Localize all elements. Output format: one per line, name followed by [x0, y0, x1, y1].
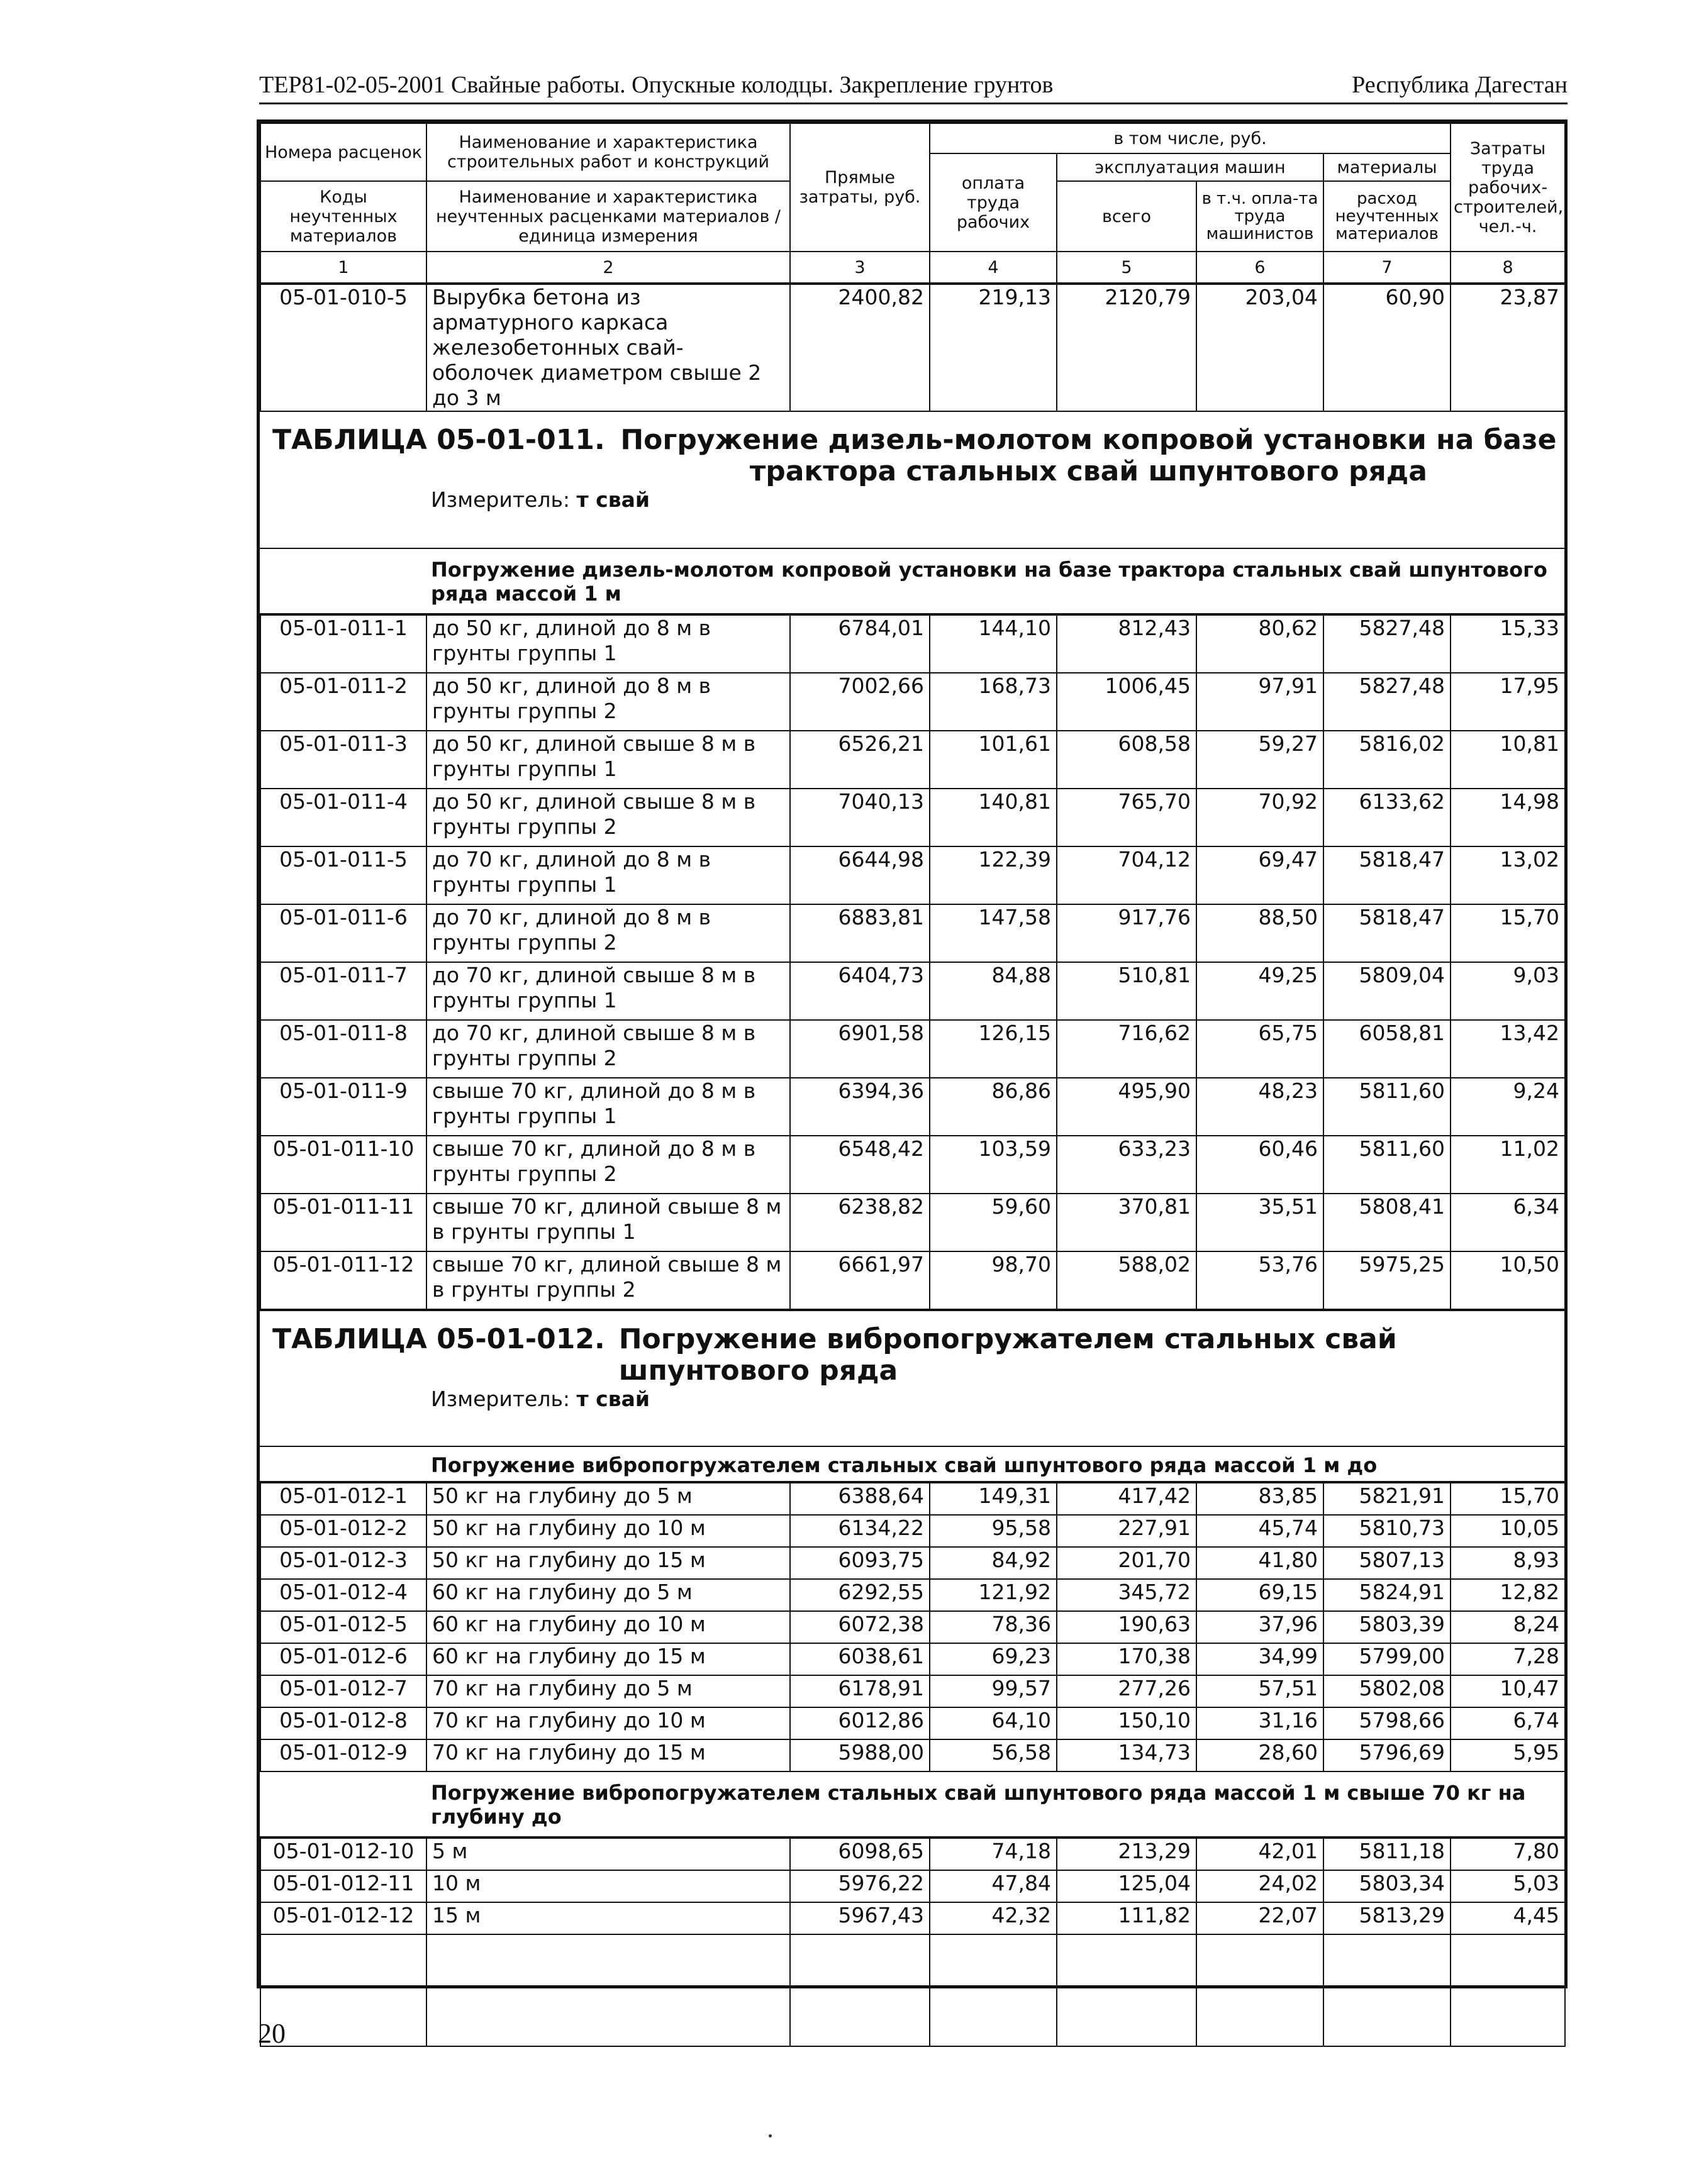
direct-cost: 7040,13 — [790, 789, 930, 846]
col-name: Наименование и характеристика строительных работ и конструкций — [426, 123, 790, 181]
machines-cost: 2120,79 — [1057, 284, 1196, 411]
machinist-wages: 48,23 — [1196, 1078, 1323, 1136]
col-number: 8 — [1451, 252, 1565, 283]
direct-cost: 6238,82 — [790, 1194, 930, 1251]
materials-cost: 5821,91 — [1323, 1483, 1451, 1515]
machines-cost: 704,12 — [1057, 846, 1196, 904]
direct-cost: 6548,42 — [790, 1136, 930, 1194]
rate-description: до 50 кг, длиной свыше 8 м в грунты группы 1 — [426, 731, 790, 789]
rate-code: 05-01-011-11 — [260, 1194, 426, 1251]
materials-cost: 5813,29 — [1323, 1902, 1451, 1934]
rate-code: 05-01-011-2 — [260, 673, 426, 731]
rate-description: 60 кг на глубину до 15 м — [426, 1643, 790, 1675]
machinist-wages: 41,80 — [1196, 1547, 1323, 1579]
unit-value: т свай — [576, 1387, 650, 1411]
wages-cost: 101,61 — [930, 731, 1057, 789]
machines-cost: 125,04 — [1057, 1870, 1196, 1902]
materials-cost: 5803,39 — [1323, 1611, 1451, 1643]
materials-cost: 5810,73 — [1323, 1515, 1451, 1547]
page-number: 20 — [258, 2018, 286, 2049]
col-number: 1 — [260, 252, 426, 283]
machinist-wages: 57,51 — [1196, 1675, 1323, 1707]
scan-dot — [769, 2134, 772, 2137]
wages-cost: 56,58 — [930, 1739, 1057, 1771]
labor-hours: 6,74 — [1451, 1707, 1565, 1739]
header-title: ТЕР81-02-05-2001 Свайные работы. Опускные колодцы. Закрепление грунтов — [259, 72, 1054, 98]
machines-cost: 213,29 — [1057, 1838, 1196, 1870]
labor-hours: 13,42 — [1451, 1020, 1565, 1078]
col-wages: оплата труда рабочих — [930, 153, 1057, 252]
table-row — [260, 1611, 1565, 1643]
unit-value: т свай — [576, 487, 650, 512]
machinist-wages: 45,74 — [1196, 1515, 1323, 1547]
col-machines-total: всего — [1057, 181, 1196, 252]
machinist-wages: 49,25 — [1196, 962, 1323, 1020]
table-row — [260, 1251, 1565, 1309]
rate-code: 05-01-011-12 — [260, 1251, 426, 1309]
rate-code: 05-01-010-5 — [260, 284, 426, 411]
col-codes: Номера расценок — [260, 123, 426, 181]
table-row — [260, 1739, 1565, 1771]
rate-code: 05-01-012-10 — [260, 1838, 426, 1870]
labor-hours: 7,28 — [1451, 1643, 1565, 1675]
table-row — [260, 1579, 1565, 1611]
machinist-wages: 22,07 — [1196, 1902, 1323, 1934]
rate-description: свыше 70 кг, длиной свыше 8 м в грунты группы 2 — [426, 1251, 790, 1309]
materials-cost: 5809,04 — [1323, 962, 1451, 1020]
rate-code: 05-01-012-1 — [260, 1483, 426, 1515]
rate-code: 05-01-011-6 — [260, 904, 426, 962]
rate-code: 05-01-012-4 — [260, 1579, 426, 1611]
wages-cost: 147,58 — [930, 904, 1057, 962]
col-name-sub: Наименование и характеристика неучтенных расценками материалов / единица измерения — [426, 181, 790, 252]
labor-hours: 4,45 — [1451, 1902, 1565, 1934]
rate-code: 05-01-011-5 — [260, 846, 426, 904]
rate-code: 05-01-012-6 — [260, 1643, 426, 1675]
table-row — [260, 1020, 1565, 1078]
materials-cost: 6133,62 — [1323, 789, 1451, 846]
direct-cost: 6404,73 — [790, 962, 930, 1020]
col-number: 4 — [930, 252, 1057, 283]
labor-hours: 17,95 — [1451, 673, 1565, 731]
rate-description: Вырубка бетона из арматурного каркаса железобетонных свай-оболочек диаметром свыше 2 до 3 м — [426, 284, 790, 411]
labor-hours: 7,80 — [1451, 1838, 1565, 1870]
wages-cost: 95,58 — [930, 1515, 1057, 1547]
wages-cost: 149,31 — [930, 1483, 1057, 1515]
rate-description: до 70 кг, длиной свыше 8 м в грунты группы 1 — [426, 962, 790, 1020]
rate-code: 05-01-011-7 — [260, 962, 426, 1020]
table-row — [260, 1838, 1565, 1870]
empty-cell — [1057, 1934, 1196, 2046]
labor-hours: 5,95 — [1451, 1739, 1565, 1771]
labor-hours: 14,98 — [1451, 789, 1565, 846]
labor-hours: 9,03 — [1451, 962, 1565, 1020]
table-row — [260, 789, 1565, 846]
table-row — [260, 1136, 1565, 1194]
materials-cost: 5802,08 — [1323, 1675, 1451, 1707]
labor-hours: 15,70 — [1451, 904, 1565, 962]
wages-cost: 84,88 — [930, 962, 1057, 1020]
table-row — [260, 731, 1565, 789]
direct-cost: 6784,01 — [790, 615, 930, 673]
materials-cost: 5818,47 — [1323, 904, 1451, 962]
rate-code: 05-01-011-10 — [260, 1136, 426, 1194]
direct-cost: 6093,75 — [790, 1547, 930, 1579]
rate-description: 70 кг на глубину до 5 м — [426, 1675, 790, 1707]
table-row — [260, 284, 1565, 411]
table11-heading — [260, 412, 1564, 549]
table-row — [260, 1078, 1565, 1136]
direct-cost: 6901,58 — [790, 1020, 930, 1078]
table-row — [260, 1515, 1565, 1547]
page-header — [259, 70, 1568, 104]
machines-cost: 812,43 — [1057, 615, 1196, 673]
materials-cost: 5824,91 — [1323, 1579, 1451, 1611]
labor-hours: 8,24 — [1451, 1611, 1565, 1643]
machines-cost: 370,81 — [1057, 1194, 1196, 1251]
table11-unit — [260, 487, 1564, 513]
machinist-wages: 69,47 — [1196, 846, 1323, 904]
table-row — [260, 673, 1565, 731]
machines-cost: 1006,45 — [1057, 673, 1196, 731]
wages-cost: 126,15 — [930, 1020, 1057, 1078]
wages-cost: 42,32 — [930, 1902, 1057, 1934]
empty-row — [260, 1934, 1565, 2046]
machinist-wages: 53,76 — [1196, 1251, 1323, 1309]
machines-cost: 170,38 — [1057, 1643, 1196, 1675]
table11-title — [260, 412, 1564, 487]
table-row — [260, 1547, 1565, 1579]
table11-group-heading: Погружение дизель-молотом копровой установки на базе трактора стальных свай шпунтового ряда массой 1 м — [260, 549, 1564, 614]
rate-code: 05-01-012-2 — [260, 1515, 426, 1547]
table-row — [260, 615, 1565, 673]
wages-cost: 86,86 — [930, 1078, 1057, 1136]
wages-cost: 99,57 — [930, 1675, 1057, 1707]
document-frame — [257, 119, 1568, 1988]
wages-cost: 59,60 — [930, 1194, 1057, 1251]
table-row — [260, 1870, 1565, 1902]
wages-cost: 144,10 — [930, 615, 1057, 673]
machinist-wages: 203,04 — [1196, 284, 1323, 411]
rate-description: 50 кг на глубину до 10 м — [426, 1515, 790, 1547]
rate-code: 05-01-012-8 — [260, 1707, 426, 1739]
rate-code: 05-01-011-8 — [260, 1020, 426, 1078]
direct-cost: 5976,22 — [790, 1870, 930, 1902]
empty-cell — [1196, 1934, 1323, 2046]
rate-description: 70 кг на глубину до 15 м — [426, 1739, 790, 1771]
machines-cost: 201,70 — [1057, 1547, 1196, 1579]
labor-hours: 10,50 — [1451, 1251, 1565, 1309]
table12-title — [260, 1311, 1564, 1387]
labor-hours: 8,93 — [1451, 1547, 1565, 1579]
materials-cost: 60,90 — [1323, 284, 1451, 411]
machinist-wages: 69,15 — [1196, 1579, 1323, 1611]
labor-hours: 5,03 — [1451, 1870, 1565, 1902]
table12-part1 — [260, 1482, 1566, 1772]
empty-cell — [1451, 1934, 1565, 2046]
materials-cost: 5803,34 — [1323, 1870, 1451, 1902]
direct-cost: 7002,66 — [790, 673, 930, 731]
col-number: 6 — [1196, 252, 1323, 283]
materials-cost: 5975,25 — [1323, 1251, 1451, 1309]
machines-cost: 345,72 — [1057, 1579, 1196, 1611]
machines-cost: 716,62 — [1057, 1020, 1196, 1078]
rate-description: свыше 70 кг, длиной свыше 8 м в грунты группы 1 — [426, 1194, 790, 1251]
direct-cost: 6038,61 — [790, 1643, 930, 1675]
machinist-wages: 28,60 — [1196, 1739, 1323, 1771]
continuation-table — [260, 284, 1566, 412]
table-row — [260, 1483, 1565, 1515]
labor-hours: 23,87 — [1451, 284, 1565, 411]
unit-label: Измеритель: — [431, 487, 571, 512]
labor-hours: 13,02 — [1451, 846, 1565, 904]
col-codes-sub: Коды неучтенных материалов — [260, 181, 426, 252]
table12-part2 — [260, 1838, 1566, 2047]
table-row — [260, 1902, 1565, 1934]
rate-description: 70 кг на глубину до 10 м — [426, 1707, 790, 1739]
col-number: 3 — [790, 252, 930, 283]
col-number: 2 — [426, 252, 790, 283]
machinist-wages: 80,62 — [1196, 615, 1323, 673]
wages-cost: 64,10 — [930, 1707, 1057, 1739]
col-incl: в том числе, руб. — [930, 123, 1451, 153]
direct-cost: 5967,43 — [790, 1902, 930, 1934]
rate-description: до 50 кг, длиной свыше 8 м в грунты группы 2 — [426, 789, 790, 846]
rate-description: до 70 кг, длиной свыше 8 м в грунты группы 2 — [426, 1020, 790, 1078]
col-materials-sub: расход неучтенных материалов — [1323, 181, 1451, 252]
rate-code: 05-01-011-3 — [260, 731, 426, 789]
materials-cost: 5816,02 — [1323, 731, 1451, 789]
rate-code: 05-01-012-5 — [260, 1611, 426, 1643]
rate-code: 05-01-012-12 — [260, 1902, 426, 1934]
wages-cost: 98,70 — [930, 1251, 1057, 1309]
direct-cost: 6072,38 — [790, 1611, 930, 1643]
machinist-wages: 97,91 — [1196, 673, 1323, 731]
machinist-wages: 31,16 — [1196, 1707, 1323, 1739]
col-number: 5 — [1057, 252, 1196, 283]
col-number: 7 — [1323, 252, 1451, 283]
rate-description: до 70 кг, длиной до 8 м в грунты группы 1 — [426, 846, 790, 904]
rate-description: до 50 кг, длиной до 8 м в грунты группы 1 — [426, 615, 790, 673]
table-row — [260, 1643, 1565, 1675]
materials-cost: 5811,60 — [1323, 1078, 1451, 1136]
labor-hours: 10,05 — [1451, 1515, 1565, 1547]
col-machines: эксплуатация машин — [1057, 153, 1323, 181]
rate-description: 5 м — [426, 1838, 790, 1870]
machines-cost: 608,58 — [1057, 731, 1196, 789]
direct-cost: 5988,00 — [790, 1739, 930, 1771]
direct-cost: 6394,36 — [790, 1078, 930, 1136]
machines-cost: 633,23 — [1057, 1136, 1196, 1194]
labor-hours: 9,24 — [1451, 1078, 1565, 1136]
materials-cost: 5811,60 — [1323, 1136, 1451, 1194]
col-machines-wages: в т.ч. опла-та труда машинистов — [1196, 181, 1323, 252]
machines-cost: 227,91 — [1057, 1515, 1196, 1547]
table12-group1-heading: Погружение вибропогружателем стальных свай шпунтового ряда массой 1 м до — [260, 1447, 1564, 1482]
labor-hours: 12,82 — [1451, 1579, 1565, 1611]
machinist-wages: 35,51 — [1196, 1194, 1323, 1251]
materials-cost: 5808,41 — [1323, 1194, 1451, 1251]
table-row — [260, 904, 1565, 962]
machinist-wages: 59,27 — [1196, 731, 1323, 789]
wages-cost: 121,92 — [930, 1579, 1057, 1611]
rate-code: 05-01-012-11 — [260, 1870, 426, 1902]
direct-cost: 6178,91 — [790, 1675, 930, 1707]
wages-cost: 84,92 — [930, 1547, 1057, 1579]
wages-cost: 168,73 — [930, 673, 1057, 731]
materials-cost: 5818,47 — [1323, 846, 1451, 904]
machines-cost: 495,90 — [1057, 1078, 1196, 1136]
rate-code: 05-01-012-9 — [260, 1739, 426, 1771]
machines-cost: 510,81 — [1057, 962, 1196, 1020]
direct-cost: 6388,64 — [790, 1483, 930, 1515]
machines-cost: 150,10 — [1057, 1707, 1196, 1739]
col-labor: Затраты труда рабочих-строителей, чел.-ч. — [1451, 123, 1565, 252]
table12-heading — [260, 1310, 1564, 1447]
rate-description: свыше 70 кг, длиной до 8 м в грунты группы 1 — [426, 1078, 790, 1136]
table12-unit — [260, 1387, 1564, 1412]
machines-cost: 277,26 — [1057, 1675, 1196, 1707]
machinist-wages: 34,99 — [1196, 1643, 1323, 1675]
wages-cost: 74,18 — [930, 1838, 1057, 1870]
direct-cost: 6526,21 — [790, 731, 930, 789]
rate-description: 50 кг на глубину до 15 м — [426, 1547, 790, 1579]
table12-group2-heading: Погружение вибропогружателем стальных свай шпунтового ряда массой 1 м свыше 70 кг на глубину до — [260, 1772, 1564, 1838]
column-header — [260, 123, 1566, 284]
labor-hours: 10,47 — [1451, 1675, 1565, 1707]
empty-cell — [1323, 1934, 1451, 2046]
column-numbers — [260, 252, 1565, 283]
labor-hours: 15,33 — [1451, 615, 1565, 673]
col-direct: Прямые затраты, руб. — [790, 123, 930, 252]
rate-description: свыше 70 кг, длиной до 8 м в грунты группы 2 — [426, 1136, 790, 1194]
machines-cost: 134,73 — [1057, 1739, 1196, 1771]
materials-cost: 5798,66 — [1323, 1707, 1451, 1739]
labor-hours: 6,34 — [1451, 1194, 1565, 1251]
wages-cost: 69,23 — [930, 1643, 1057, 1675]
table-row — [260, 1194, 1565, 1251]
wages-cost: 219,13 — [930, 284, 1057, 411]
rate-description: до 50 кг, длиной до 8 м в грунты группы 2 — [426, 673, 790, 731]
table-row — [260, 962, 1565, 1020]
rate-code: 05-01-011-4 — [260, 789, 426, 846]
materials-cost: 5811,18 — [1323, 1838, 1451, 1870]
direct-cost: 6012,86 — [790, 1707, 930, 1739]
machines-cost: 417,42 — [1057, 1483, 1196, 1515]
machines-cost: 917,76 — [1057, 904, 1196, 962]
machines-cost: 588,02 — [1057, 1251, 1196, 1309]
rate-code: 05-01-012-3 — [260, 1547, 426, 1579]
rate-code: 05-01-011-9 — [260, 1078, 426, 1136]
machines-cost: 190,63 — [1057, 1611, 1196, 1643]
machines-cost: 765,70 — [1057, 789, 1196, 846]
table-row — [260, 846, 1565, 904]
empty-cell — [790, 1934, 930, 2046]
machinist-wages: 88,50 — [1196, 904, 1323, 962]
labor-hours: 10,81 — [1451, 731, 1565, 789]
labor-hours: 11,02 — [1451, 1136, 1565, 1194]
wages-cost: 103,59 — [930, 1136, 1057, 1194]
materials-cost: 5796,69 — [1323, 1739, 1451, 1771]
table11-number: ТАБЛИЦА 05-01-011. — [272, 424, 605, 456]
rate-description: 60 кг на глубину до 5 м — [426, 1579, 790, 1611]
empty-cell — [426, 1934, 790, 2046]
table12-number: ТАБЛИЦА 05-01-012. — [272, 1323, 605, 1355]
materials-cost: 6058,81 — [1323, 1020, 1451, 1078]
rate-description: до 70 кг, длиной до 8 м в грунты группы 2 — [426, 904, 790, 962]
machinist-wages: 60,46 — [1196, 1136, 1323, 1194]
wages-cost: 122,39 — [930, 846, 1057, 904]
rate-code: 05-01-011-1 — [260, 615, 426, 673]
direct-cost: 6661,97 — [790, 1251, 930, 1309]
table12-title-text: Погружение вибропогружателем стальных свай шпунтового ряда — [618, 1323, 1397, 1387]
machinist-wages: 65,75 — [1196, 1020, 1323, 1078]
materials-cost: 5807,13 — [1323, 1547, 1451, 1579]
direct-cost: 6644,98 — [790, 846, 930, 904]
machines-cost: 111,82 — [1057, 1902, 1196, 1934]
materials-cost: 5799,00 — [1323, 1643, 1451, 1675]
col-materials: материалы — [1323, 153, 1451, 181]
machinist-wages: 42,01 — [1196, 1838, 1323, 1870]
rate-description: 60 кг на глубину до 10 м — [426, 1611, 790, 1643]
header-region: Республика Дагестан — [1352, 72, 1568, 98]
rate-code: 05-01-012-7 — [260, 1675, 426, 1707]
materials-cost: 5827,48 — [1323, 615, 1451, 673]
table-row — [260, 1675, 1565, 1707]
empty-cell — [930, 1934, 1057, 2046]
table11-title-text: Погружение дизель-молотом копровой установки на базе трактора стальных свай шпунтового ряда — [620, 424, 1557, 487]
rate-description: 15 м — [426, 1902, 790, 1934]
wages-cost: 47,84 — [930, 1870, 1057, 1902]
wages-cost: 78,36 — [930, 1611, 1057, 1643]
machinist-wages: 70,92 — [1196, 789, 1323, 846]
direct-cost: 6098,65 — [790, 1838, 930, 1870]
direct-cost: 6883,81 — [790, 904, 930, 962]
table11 — [260, 614, 1566, 1310]
machinist-wages: 83,85 — [1196, 1483, 1323, 1515]
rate-description: 50 кг на глубину до 5 м — [426, 1483, 790, 1515]
rate-description: 10 м — [426, 1870, 790, 1902]
table-row — [260, 1707, 1565, 1739]
materials-cost: 5827,48 — [1323, 673, 1451, 731]
labor-hours: 15,70 — [1451, 1483, 1565, 1515]
machinist-wages: 37,96 — [1196, 1611, 1323, 1643]
machinist-wages: 24,02 — [1196, 1870, 1323, 1902]
direct-cost: 6292,55 — [790, 1579, 930, 1611]
direct-cost: 6134,22 — [790, 1515, 930, 1547]
direct-cost: 2400,82 — [790, 284, 930, 411]
wages-cost: 140,81 — [930, 789, 1057, 846]
unit-label: Измеритель: — [431, 1387, 571, 1411]
